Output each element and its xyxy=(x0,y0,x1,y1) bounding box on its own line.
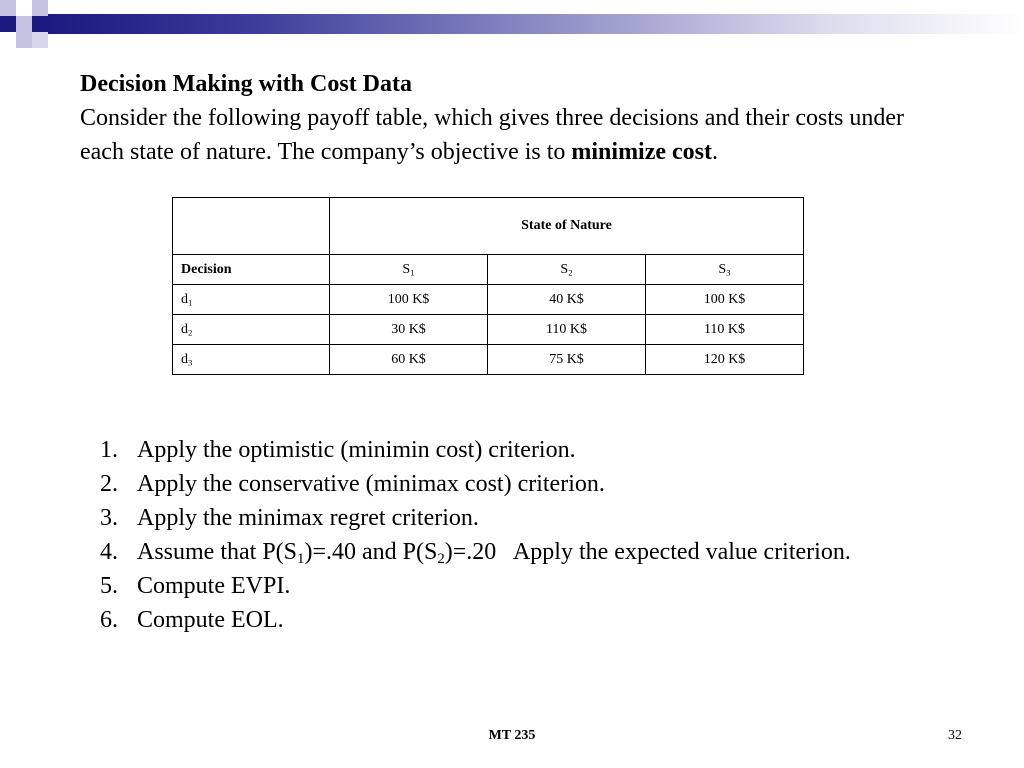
table-cell: 100 K$ xyxy=(646,285,804,315)
header-gradient-bar xyxy=(48,14,1024,34)
header-square xyxy=(0,0,16,16)
table-header-row xyxy=(173,198,804,255)
list-item: 6. Compute EOL. xyxy=(100,607,284,633)
list-item: 5. Compute EVPI. xyxy=(100,573,291,599)
decision-cell: $d_1$ xyxy=(173,285,330,315)
state-header: $S_3$ xyxy=(646,255,804,285)
table-cell: 110 K$ xyxy=(646,315,804,345)
table-cell: 60 K$ xyxy=(330,345,488,375)
table-cell: 110 K$ xyxy=(488,315,646,345)
question-list xyxy=(100,433,851,637)
intro-emphasis: cost xyxy=(672,139,713,165)
header-square xyxy=(16,32,32,48)
list-item: 4. Assume that $P(S_1)=.40$ and $P(S_2)=.20$ Apply the expected value criterion. xyxy=(100,539,851,568)
table-row xyxy=(173,255,804,285)
table-cell: 40 K$ xyxy=(488,285,646,315)
table-cell: 75 K$ xyxy=(488,345,646,375)
header-square xyxy=(16,16,32,32)
decision-cell: $d_2$ xyxy=(173,315,330,345)
header-square xyxy=(32,0,48,16)
payoff-table xyxy=(172,197,804,375)
page-number: 32 xyxy=(948,728,962,743)
decision-label: Decision xyxy=(173,255,330,285)
footer-course: MT 235 xyxy=(488,728,536,743)
intro-block xyxy=(80,67,940,169)
slide-title: Decision Making with Cost Data xyxy=(80,71,413,97)
intro-paragraph: Consider the following payoff table, which gives three decisions and their costs under each state of nature. The company’s objective is to minimize cost. xyxy=(80,105,905,165)
intro-text: Consider the following payoff table, which gives three decisions and their costs under each state of nature. The company’s objective is to xyxy=(80,105,905,165)
state-of-nature-header: State of Nature xyxy=(330,198,804,255)
list-item: 2. Apply the conservative (minimax cost) criterion. xyxy=(100,471,605,497)
table-row xyxy=(173,345,804,375)
table-cell: 30 K$ xyxy=(330,315,488,345)
header-square xyxy=(32,32,48,48)
decision-cell: $d_3$ xyxy=(173,345,330,375)
table-corner-cell xyxy=(173,198,330,255)
header-square xyxy=(32,16,48,32)
header-square xyxy=(16,0,32,16)
intro-emphasis: minimize xyxy=(571,139,667,165)
state-header: $S_1$ xyxy=(330,255,488,285)
table-row xyxy=(173,315,804,345)
list-item: 1. Apply the optimistic (minimin cost) criterion. xyxy=(100,437,576,463)
list-item: 3. Apply the minimax regret criterion. xyxy=(100,505,479,531)
header-square xyxy=(0,16,16,32)
table-row xyxy=(173,285,804,315)
state-header: $S_2$ xyxy=(488,255,646,285)
table-cell: 100 K$ xyxy=(330,285,488,315)
table-cell: 120 K$ xyxy=(646,345,804,375)
